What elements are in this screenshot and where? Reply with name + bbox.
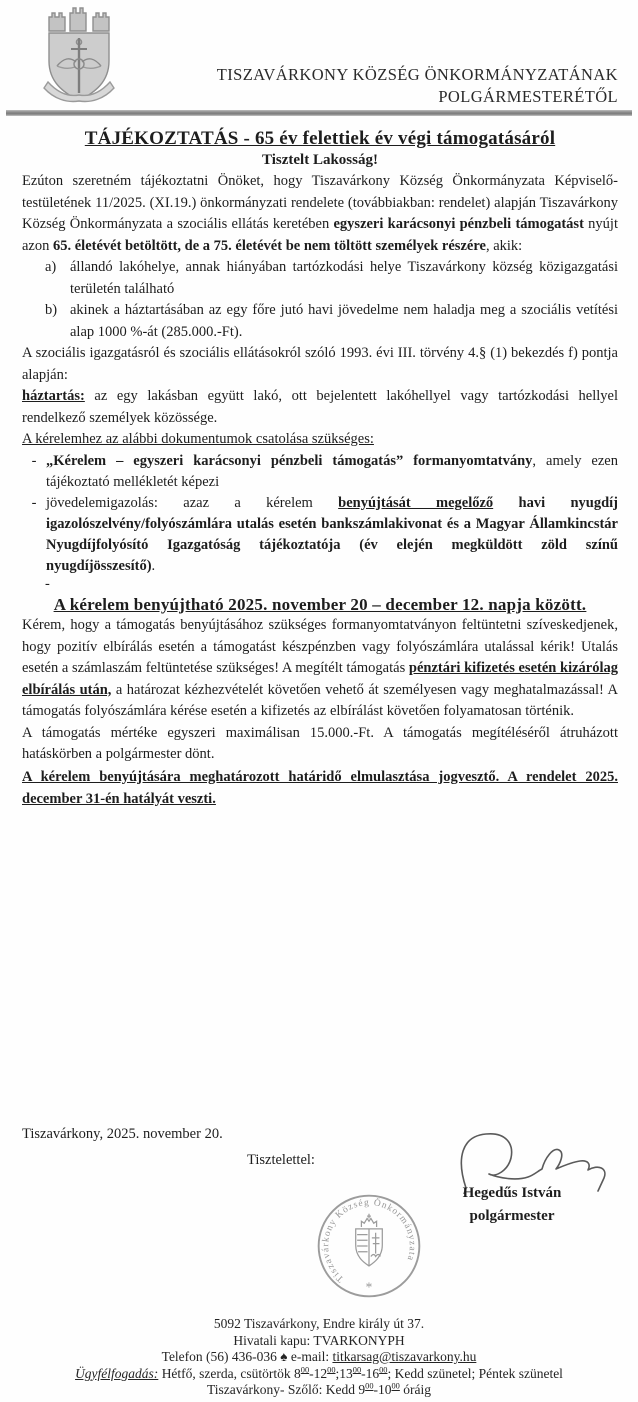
signer-block: [442, 1182, 582, 1228]
paragraph-forfeiture-notice: A kérelem benyújtására meghatározott határidő elmulasztása jogvesztő. A rendelet 2025. december 31-én hatályát veszti.: [22, 768, 618, 807]
submission-deadline-heading: A kérelem benyújtható 2025. november 20 – december 12. napja között.: [53, 594, 587, 614]
stamp-coat-of-arms-icon: [356, 1214, 383, 1266]
documents-list: [22, 451, 618, 577]
item-a-text: állandó lakóhelye, annak hiányában tartózkodási helye Tiszavárkony község közigazgatási területén található: [70, 259, 618, 297]
bullet-dash: -: [31, 452, 37, 469]
round-official-stamp-icon: [312, 1189, 426, 1303]
letterhead-footer: [0, 1316, 638, 1399]
municipal-coat-of-arms-icon: [40, 6, 118, 108]
stamp-star: *: [365, 1279, 373, 1295]
paragraph-law-reference: A szociális igazgatásról és szociális ellátásokról szóló 1993. évi III. törvény 4.§ (1) bekezdés f) pontja alapján:: [22, 345, 618, 383]
salutation: Tisztelt Lakosság!: [262, 151, 378, 168]
item-a-label: a): [45, 259, 57, 275]
item-b-text: akinek a háztartásában az egy főre jutó havi jövedelme nem haladja meg a szociális vetítési alap 1000 %-át (285.000.-Ft).: [70, 302, 618, 340]
office-line1: TISZAVÁRKONY KÖZSÉG ÖNKORMÁNYZATÁNAK: [216, 65, 618, 84]
closing-salutation: Tisztelettel:: [247, 1152, 315, 1168]
footer-szolo-hours: Tiszavárkony- Szőlő: Kedd $9^{00}-10^{00}$ óráig: [207, 1381, 431, 1397]
place-and-date: Tiszavárkony, 2025. november 20.: [22, 1126, 223, 1142]
paragraph-intro: Ezúton szeretném tájékoztatni Önöket, hogy Tiszavárkony Község Önkormányzata Képviselő-testületének 11/2025. (XI.19.) önkormányzati rendelete (továbbiakban: rendelet) alapján Tiszavárkony Község Önkormányzata a szociális ellátás keretében egyszeri karácsonyi pénzbeli támogatást nyújt azon 65. életévét betöltött, de a 75. életévét be nem töltött személyek részére, akik:: [22, 173, 618, 254]
paragraph-payment-info: Kérem, hogy a támogatás benyújtásához szükséges formanyomtatványon feltüntetni szíveskedjenek, hogy pozitív elbírálás esetén a támogatást készpénzben vagy folyószámlára utalással kérik! Utalás esetén a számlaszám feltüntetése szükséges! A megítélt támogatás pénztári kifizetés esetén kizárólag elbírálás után, a határozat kézhezvételét követően vehető át személyesen vagy meghatalmazással! A támogatás folyószámlára kérése esetén a kifizetés az elbírálást követően folyamatosan történik.: [22, 617, 619, 719]
condition-item-b: [22, 300, 618, 343]
bullet-dash: -: [31, 494, 37, 511]
paragraph-household-definition: háztartás: az egy lakásban együtt lakó, ott bejelentett lakóhellyel vagy tartózkodási hellyel rendelkező személyek közössége.: [22, 388, 618, 426]
footer-hivatali-kapu: Hivatali kapu: TVARKONYPH: [233, 1332, 405, 1348]
footer-contact-line: Telefon (56) 436-036 ♠ e-mail: titkarsag@tiszavarkony.hu: [161, 1349, 477, 1364]
office-line2: POLGÁRMESTERÉTŐL: [438, 87, 618, 107]
empty-bullet-dash: -: [45, 575, 50, 592]
list-item: [22, 451, 618, 493]
bullet-text: „Kérelem – egyszeri karácsonyi pénzbeli támogatás” formanyomtatvány, amely ezen tájékoztató mellékletét képezi: [46, 452, 618, 490]
list-item: [22, 493, 618, 577]
signer-role: polgármester: [469, 1208, 555, 1224]
header-divider-rule: [6, 110, 632, 116]
paragraph-amount: A támogatás mértéke egyszeri maximálisan 15.000.-Ft. A támogatás megítéléséről átruházott hatáskörben a polgármester dönt.: [22, 724, 618, 762]
footer-address: 5092 Tiszavárkony, Endre király út 37.: [213, 1316, 425, 1331]
signer-name: Hegedűs István: [462, 1185, 562, 1201]
document-title: TÁJÉKOZTATÁS - 65 év felettiek év végi támogatásáról: [84, 128, 556, 149]
letter-body: [22, 128, 618, 810]
item-b-label: b): [45, 302, 58, 318]
footer-office-hours: Ügyfélfogadás: Hétfő, szerda, csütörtök $8^{00}-12^{00};13^{00}-16^{00}$; Kedd szünetel; Péntek szünetel: [75, 1365, 563, 1381]
documents-heading: A kérelemhez az alábbi dokumentumok csatolása szükséges:: [22, 431, 374, 447]
condition-item-a: [22, 257, 618, 300]
bullet-text: jövedelemigazolás: azaz a kérelem benyújtását megelőző havi nyugdíj igazolószelvény/folyószámlára utalás esetén bankszámlakivonat és a Magyar Államkincstár Nyugdíjfolyósító Igazgatóság tájékoztatója (év elején megküldött zöld színű nyugdíjösszesítő).: [46, 494, 618, 574]
issuing-office-name: [217, 64, 618, 109]
stamp-text: Tiszavárkony Község Önkormányzata: [321, 1198, 417, 1284]
